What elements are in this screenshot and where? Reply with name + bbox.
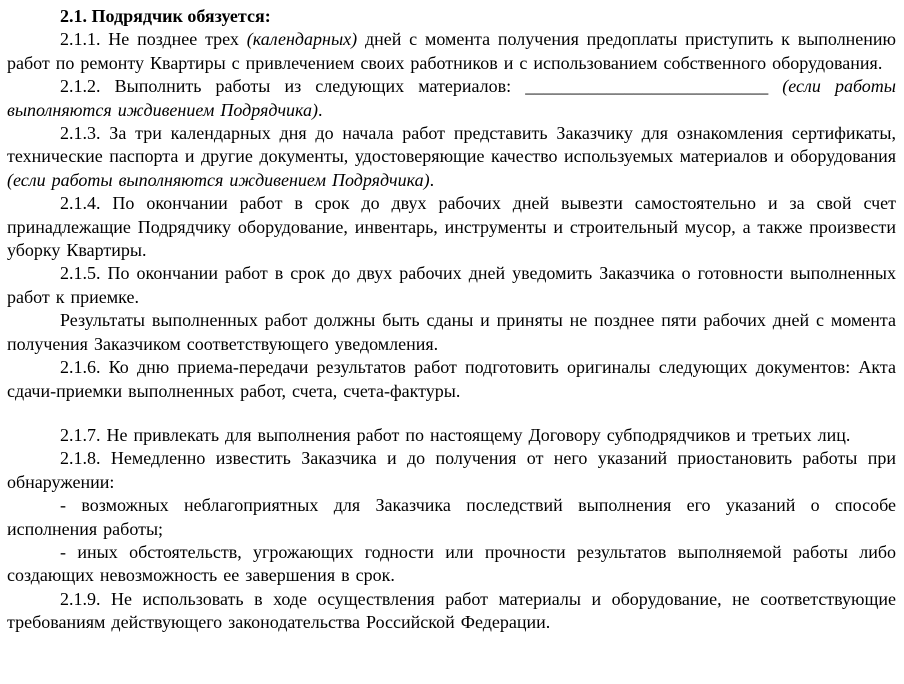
clause-2-1-3-text-end: . xyxy=(429,169,435,190)
clause-2-1-5-note: Результаты выполненных работ должны быть сданы и приняты не позднее пяти рабочих дней с момента получения Заказчиком соответствующего уведомления. xyxy=(7,310,896,354)
clause-2-1-3-italic-note: (если работы выполняются иждивением Подрядчика) xyxy=(7,169,430,190)
clause-2-1-1-text-start: 2.1.1. Не позднее трех xyxy=(60,29,247,50)
clause-2-1-1 xyxy=(7,28,896,75)
clause-2-1-9: 2.1.9. Не использовать в ходе осуществления работ материалы и оборудование, не соответствующие требованиям действующего законодательства Российской Федерации. xyxy=(7,588,896,633)
clause-2-1-2-fill-in-blank: ___________________________ xyxy=(525,76,769,97)
clause-2-1-8-item-1: - возможных неблагоприятных для Заказчика последствий выполнения его указаний о способе исполнения работы; xyxy=(7,495,896,539)
clause-2-1-3-text-start: 2.1.3. За три календарных дня до начала работ представить Заказчику для ознакомления сертификаты, технические паспорта и другие документы, удостоверяющие качество используемых материалов и оборудования xyxy=(7,123,896,167)
clause-2-1-8: 2.1.8. Немедленно известить Заказчика и до получения от него указаний приостановить работы при обнаружении: xyxy=(7,448,896,492)
clause-2-1-2-italic-note: (если работы выполняются иждивением Подрядчика) xyxy=(7,76,896,120)
clause-2-1-8-item-2: - иных обстоятельств, угрожающих годности или прочности результатов выполняемой работы либо создающих невозможность ее завершения в срок. xyxy=(7,541,896,586)
section-heading: 2.1. Подрядчик обязуется: xyxy=(60,6,271,26)
clause-2-1-1-italic-note: (календарных) xyxy=(246,29,358,50)
clause-2-1-5: 2.1.5. По окончании работ в срок до двух рабочих дней уведомить Заказчика о готовности выполненных работ к приемке. xyxy=(7,263,896,307)
clause-2-1-2 xyxy=(7,75,896,122)
clause-2-1-2-text-end: . xyxy=(318,99,323,120)
clause-2-1-2-text-start: 2.1.2. Выполнить работы из следующих материалов: xyxy=(60,76,526,97)
clause-2-1-1-text-end: дней с момента получения предоплаты приступить к выполнению работ по ремонту Квартиры с привлечением своих работников и с использованием собственного оборудования. xyxy=(7,29,897,73)
clause-2-1-7: 2.1.7. Не привлекать для выполнения работ по настоящему Договору субподрядчиков и третьих лиц. xyxy=(60,424,851,445)
clause-2-1-6: 2.1.6. Ко дню приема-передачи результатов работ подготовить оригиналы следующих документов: Акта сдачи-приемки выполненных работ, счета, счета-фактуры. xyxy=(7,357,896,401)
clause-2-1-4: 2.1.4. По окончании работ в срок до двух рабочих дней вывезти самостоятельно и за свой счет принадлежащие Подрядчику оборудование, инвентарь, инструменты и строительный мусор, а также произвести уборку Квартиры. xyxy=(7,193,896,261)
clause-2-1-3 xyxy=(7,122,896,192)
